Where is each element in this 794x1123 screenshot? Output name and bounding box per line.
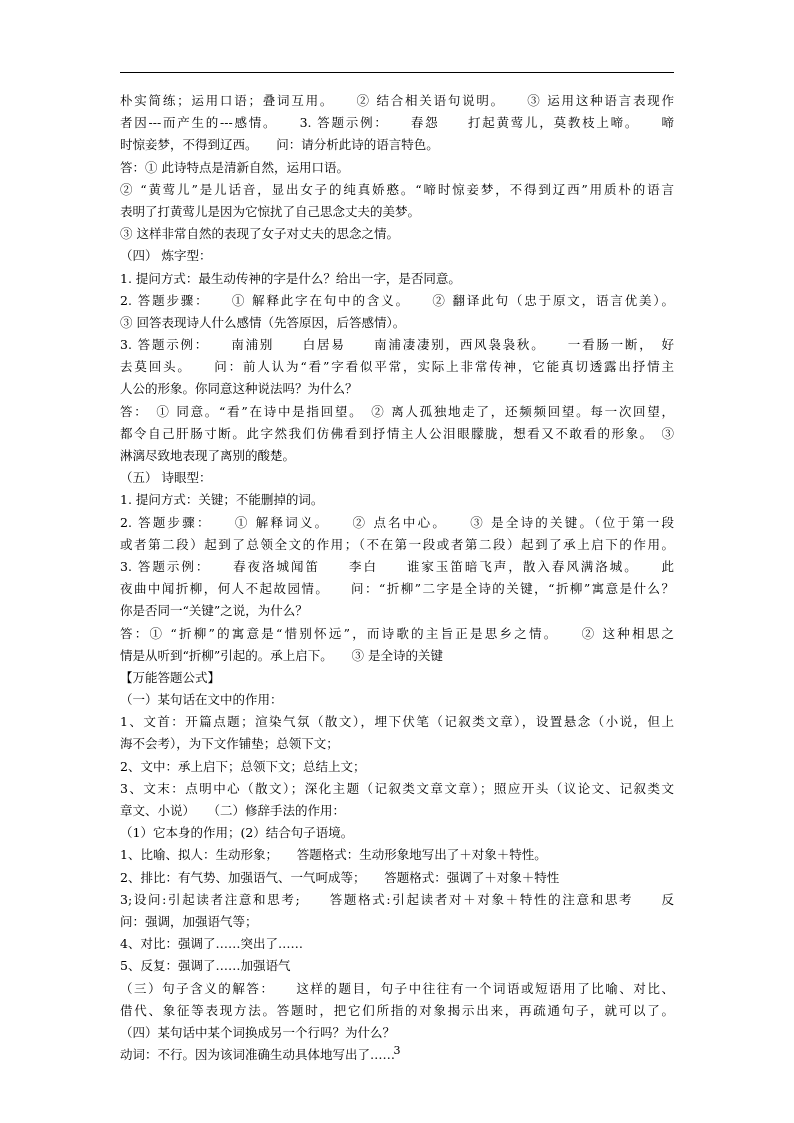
page-body xyxy=(120,90,674,1066)
text-line: ② “黄莺儿”是儿话音，显出女子的纯真娇憨。“啼时惊妾梦，不得到辽西”用质朴的语言 xyxy=(120,181,674,197)
text-line: 时惊妾梦，不得到辽西。 问：请分析此诗的语言特色。 xyxy=(120,137,439,153)
text-line: 2、文中：承上启下；总领下文；总结上文； xyxy=(120,758,366,774)
text-line: 2. 答题步骤： ① 解释此字在句中的含义。 ② 翻译此句（忠于原文，语言优美）。 xyxy=(120,292,674,308)
text-line: （三）句子含义的解答： 这样的题目，句子中往往有一个词语或短语用了比喻、对比、 xyxy=(120,980,674,996)
text-line: 或者第二段）起到了总领全文的作用；（不在第一段或者第二段）起到了承上启下的作用。 xyxy=(120,536,674,552)
text-line: 者因---而产生的---感情。 3. 答题示例： 春怨 打起黄莺儿，莫教枝上啼。 啼 xyxy=(120,115,674,131)
text-line: 1、比喻、拟人：生动形象； 答题格式：生动形象地写出了＋对象＋特性。 xyxy=(120,847,547,863)
text-line: 4、对比：强调了……突出了…… xyxy=(120,936,303,952)
text-line: 【万能答题公式】 xyxy=(120,669,221,685)
text-line: 去莫回头。 问：前人认为“看”字看似平常，实际上非常传神，它能真切透露出抒情主 xyxy=(120,359,674,375)
header-rule xyxy=(120,72,674,73)
text-line: （四）某句话中某个词换成另一个行吗？为什么？ xyxy=(120,1024,396,1040)
text-line: 你是否同一“关键”之说，为什么？ xyxy=(120,603,308,619)
text-line: 3. 答题示例： 南浦别 白居易 南浦凄凄别，西风袅袅秋。 一看肠一断， 好 xyxy=(120,337,674,353)
text-line: 情是从听到“折柳”引起的。承上启下。 ③ 是全诗的关键 xyxy=(120,647,444,663)
text-line: 3、文末：点明中心（散文）；深化主题（记叙类文章文章）；照应开头（议论文、记叙类文 xyxy=(120,780,674,796)
text-line: 夜曲中闻折柳，何人不起故园情。 问：“折柳”二字是全诗的关键，“折柳”寓意是什么？ xyxy=(120,581,674,597)
text-line: ③ 这样非常自然的表现了女子对丈夫的思念之情。 xyxy=(120,226,399,242)
text-line: （五） 诗眼型： xyxy=(120,470,212,486)
text-line: ③ 回答表现诗人什么感情（先答原因，后答感情）。 xyxy=(120,314,406,330)
text-line: 问：强调，加强语气等； xyxy=(120,913,258,929)
text-line: 2、排比：有气势、加强语气、一气呵成等； 答题格式：强调了＋对象＋特性 xyxy=(120,869,560,885)
text-line: 动词：不行。因为该词准确生动具体地写出了…… xyxy=(120,1047,396,1063)
text-line: 5、反复：强调了……加强语气 xyxy=(120,958,291,974)
text-line: 都令自己肝肠寸断。此字然我们仿佛看到抒情主人公泪眼朦胧，想看又不敢看的形象。 ③ xyxy=(120,425,674,441)
text-line: 朴实简练；运用口语；叠词互用。 ② 结合相关语句说明。 ③ 运用这种语言表现作 xyxy=(120,93,674,108)
text-line: （1）它本身的作用；(2）结合句子语境。 xyxy=(120,825,354,841)
text-line: 1、文首：开篇点题；渲染气氛（散文），埋下伏笔（记叙类文章），设置悬念（小说，但上 xyxy=(120,714,674,730)
text-line: 1. 提问方式：最生动传神的字是什么？给出一字，是否同意。 xyxy=(120,270,461,286)
text-line: 3;设问:引起读者注意和思考; 答题格式:引起读者对＋对象＋特性的注意和思考 反 xyxy=(120,891,674,907)
text-line: 答：① “折柳”的寓意是“惜别怀远”，而诗歌的主旨正是思乡之情。 ② 这种相思之 xyxy=(120,625,674,641)
text-line: 章文、小说） （二）修辞手法的作用： xyxy=(120,803,346,818)
text-line: 表明了打黄莺儿是因为它惊扰了自己思念丈夫的美梦。 xyxy=(120,203,421,219)
text-line: 答：① 此诗特点是清新自然，运用口语。 xyxy=(120,159,349,175)
text-line: 借代、象征等表现方法。答题时，把它们所指的对象揭示出来，再疏通句子，就可以了。 xyxy=(120,1002,674,1018)
text-line: 淋漓尽致地表现了离别的酸楚。 xyxy=(120,448,296,463)
page-number: 3 xyxy=(393,1044,401,1057)
text-line: 海不会考），为下文作铺垫；总领下文； xyxy=(120,736,339,752)
text-line: 人公的形象。你同意这种说法吗？为什么？ xyxy=(120,381,358,397)
text-line: （四） 炼字型： xyxy=(120,248,212,264)
text-line: 答： ① 同意。“看”在诗中是指回望。 ② 离人孤独地走了，还频频回望。每一次回望， xyxy=(120,403,674,419)
text-line: 1. 提问方式：关键；不能删掉的词。 xyxy=(120,492,324,508)
text-line: 3. 答题示例： 春夜洛城闻笛 李白 谁家玉笛暗飞声，散入春风满洛城。 此 xyxy=(120,558,674,574)
text-line: （一）某句话在文中的作用： xyxy=(120,692,283,708)
text-line: 2. 答题步骤： ① 解释词义。 ② 点名中心。 ③ 是全诗的关键。（位于第一段 xyxy=(120,514,674,530)
